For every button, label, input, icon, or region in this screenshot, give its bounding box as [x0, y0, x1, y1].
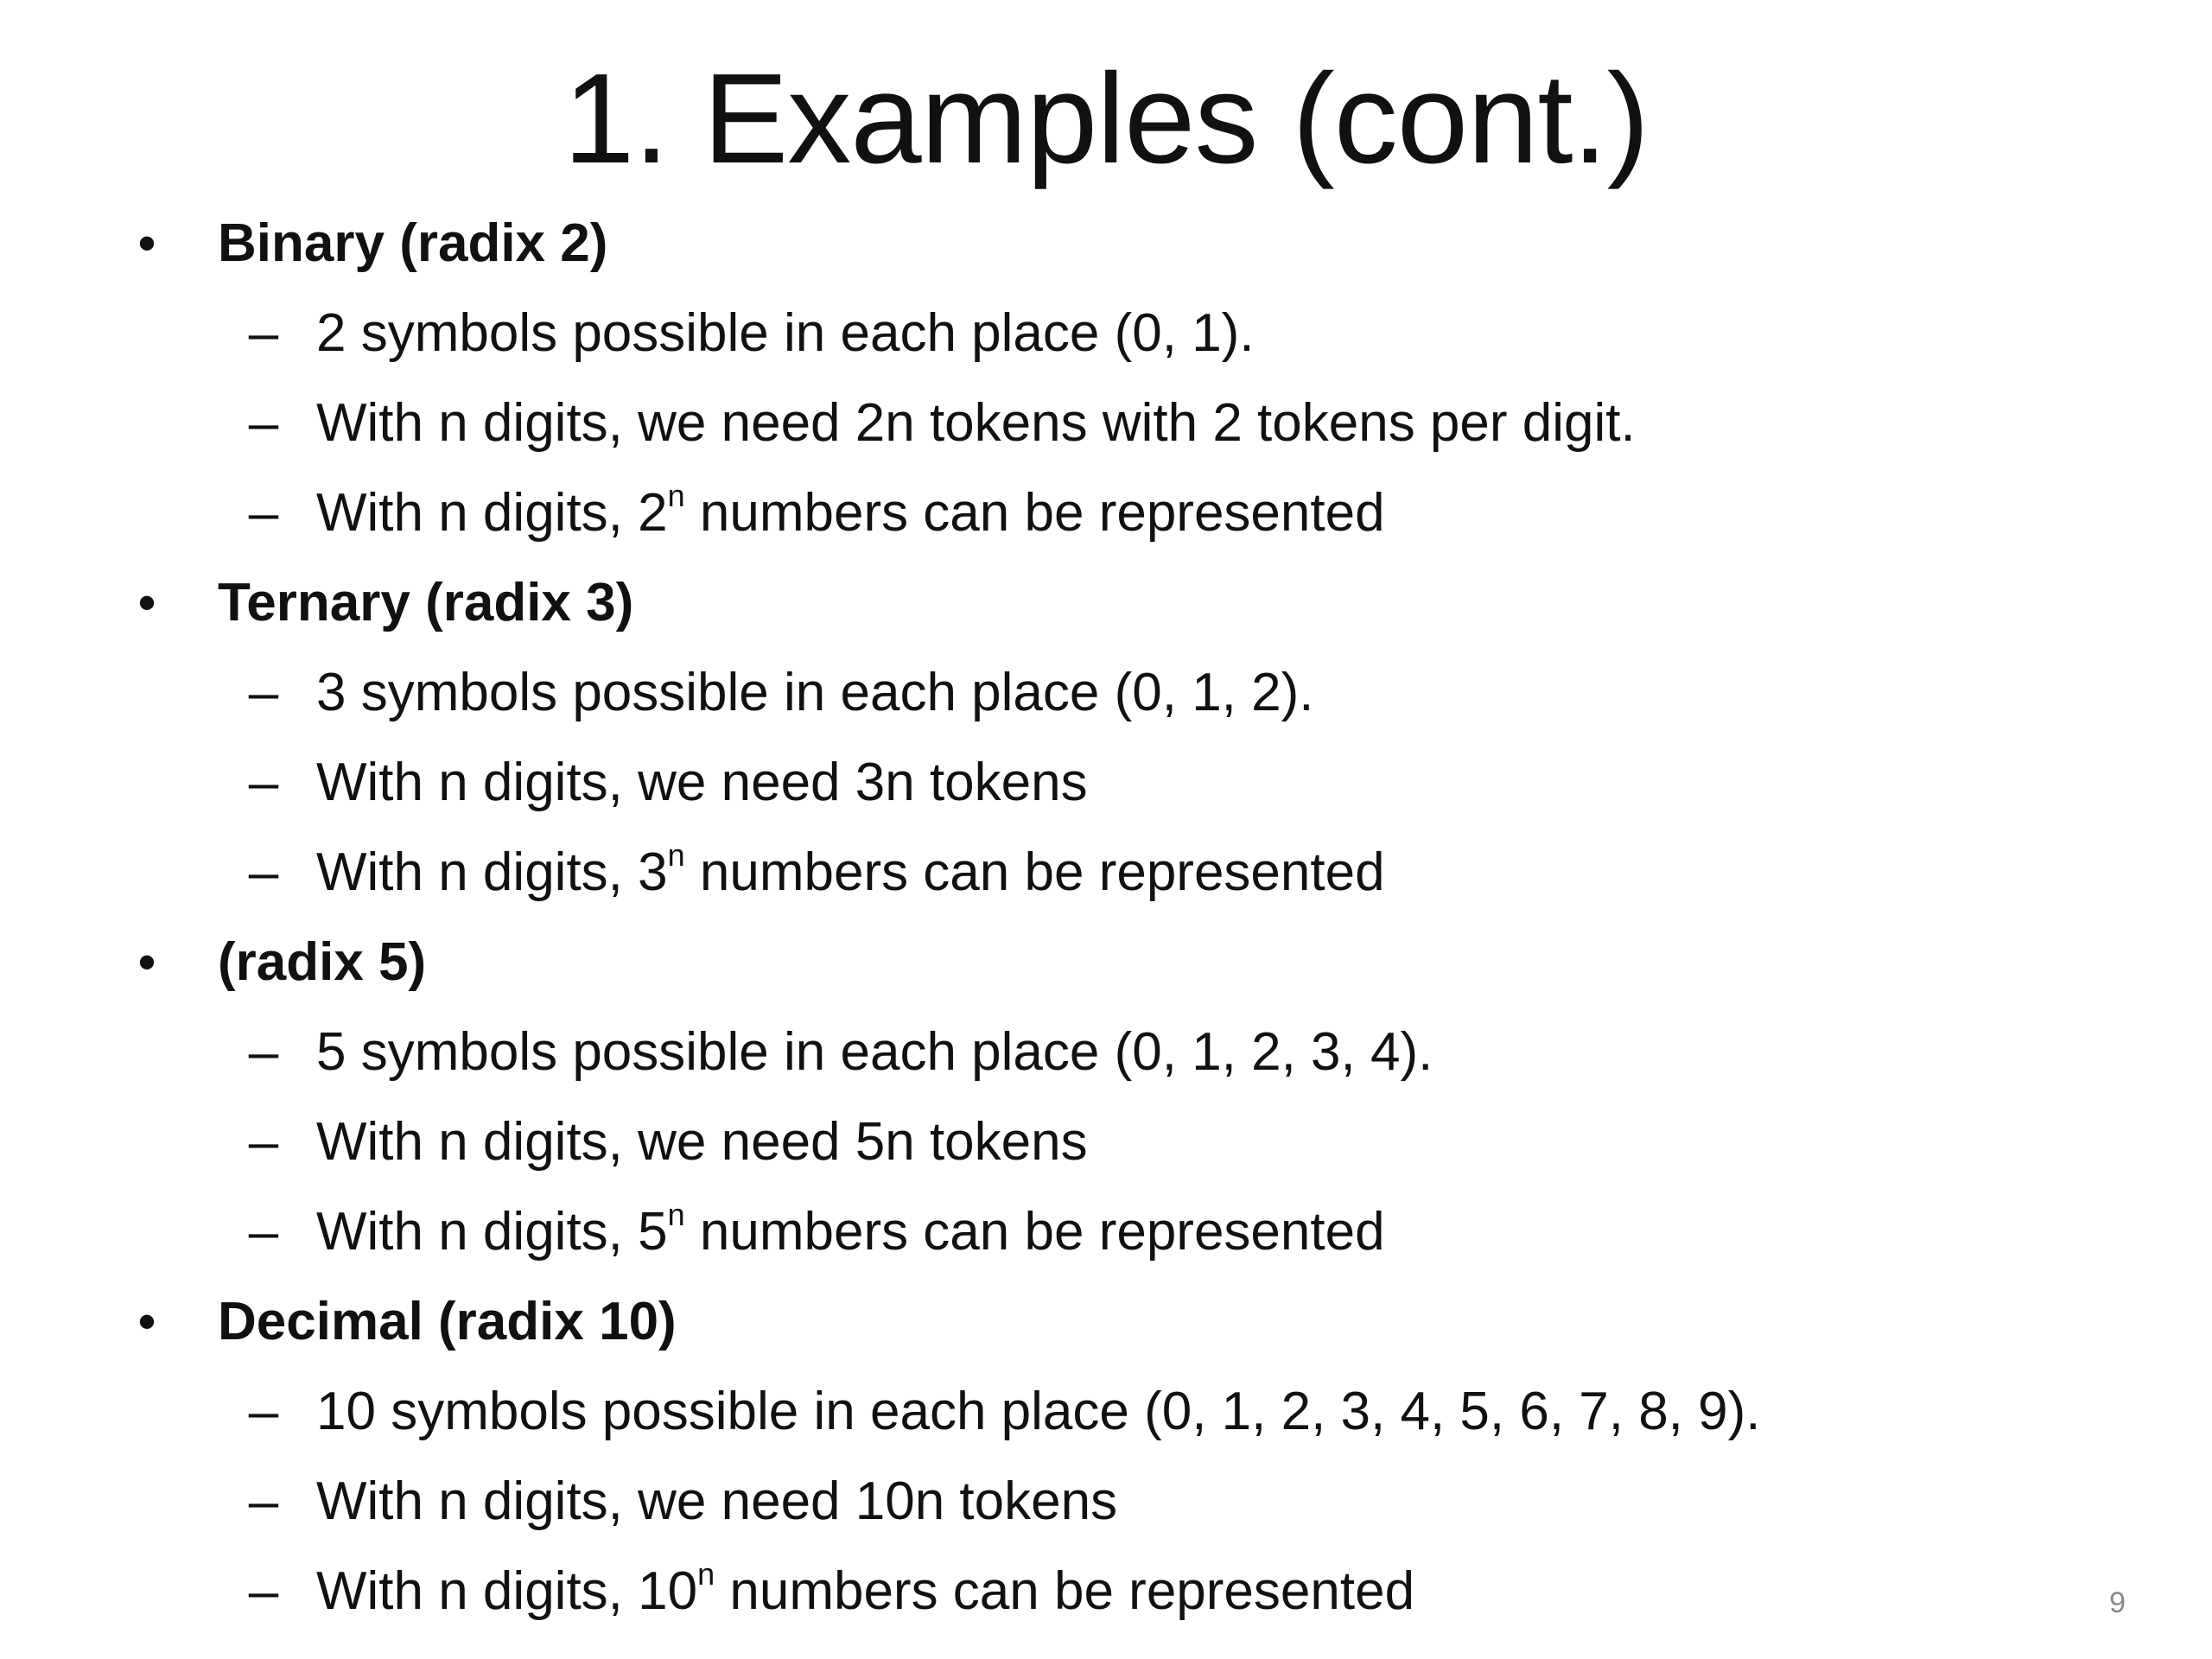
sub-bullet-superscript: n: [667, 1197, 685, 1232]
sub-bullet-text: [316, 1367, 1761, 1457]
bullet-item: [0, 918, 2212, 1007]
sub-bullet-text-main: 10 symbols possible in each place (0, 1, 2, 3, 4, 5, 6, 7, 8, 9).: [316, 1382, 1761, 1441]
sub-bullet-text: [316, 1547, 1414, 1637]
sub-bullet-item: [0, 1547, 2212, 1637]
sub-bullet-text: [316, 468, 1385, 558]
bullet-point-icon: •: [137, 1293, 156, 1351]
sub-bullet-text: [316, 1007, 1433, 1097]
bullet-heading: Ternary (radix 3): [218, 573, 634, 632]
bullet-point-icon: •: [137, 574, 156, 632]
bullet-point-icon: •: [137, 933, 156, 991]
sub-bullet-item: [0, 648, 2212, 738]
sub-bullet-base: 5: [638, 1202, 668, 1262]
sub-bullet-item: [0, 468, 2212, 558]
sub-bullet-text: [316, 828, 1385, 918]
sub-bullet-text-main: With n digits,: [316, 1202, 639, 1262]
sub-bullet-tail: numbers can be represented: [684, 483, 1385, 543]
sub-bullet-text: [316, 1457, 1117, 1547]
sub-bullet-text-main: With n digits,: [316, 1561, 639, 1621]
bullet-list: [0, 199, 2212, 1637]
sub-bullet-text: [316, 1187, 1385, 1277]
sub-bullet-item: [0, 1187, 2212, 1277]
bullet-heading: (radix 5): [218, 932, 427, 992]
sub-bullet-item: [0, 1097, 2212, 1187]
sub-bullet-item: [0, 289, 2212, 378]
dash-icon: –: [248, 393, 279, 453]
dash-icon: –: [248, 483, 279, 543]
sub-bullet-item: [0, 1457, 2212, 1547]
sub-bullet-item: [0, 828, 2212, 918]
sub-bullet-text-main: 2 symbols possible in each place (0, 1).: [316, 303, 1255, 363]
dash-icon: –: [248, 1561, 279, 1621]
dash-icon: –: [248, 753, 279, 812]
sub-bullet-text-main: 5 symbols possible in each place (0, 1, 2, 3, 4).: [316, 1022, 1433, 1082]
dash-icon: –: [248, 1471, 279, 1531]
sub-bullet-tail: numbers can be represented: [684, 1202, 1385, 1262]
bullet-point-icon: •: [137, 214, 156, 272]
dash-icon: –: [248, 842, 279, 902]
sub-bullet-text-main: 3 symbols possible in each place (0, 1, 2).: [316, 663, 1314, 722]
dash-icon: –: [248, 663, 279, 722]
dash-icon: –: [248, 1202, 279, 1262]
bullet-item: [0, 1277, 2212, 1367]
sub-bullet-superscript: n: [667, 478, 685, 513]
dash-icon: –: [248, 1022, 279, 1082]
sub-bullet-base: 3: [638, 842, 668, 902]
bullet-item: [0, 558, 2212, 648]
sub-bullet-base: 2: [638, 483, 668, 543]
sub-bullet-item: [0, 1367, 2212, 1457]
sub-bullet-superscript: n: [667, 837, 685, 873]
sub-bullet-text-main: With n digits, we need 10n tokens: [316, 1471, 1118, 1531]
sub-bullet-text-main: With n digits, we need 2n tokens with 2 tokens per digit.: [316, 393, 1636, 453]
sub-bullet-text: [316, 738, 1088, 828]
page-number: 9: [2109, 1586, 2126, 1619]
sub-bullet-tail: numbers can be represented: [715, 1561, 1415, 1621]
sub-bullet-tail: numbers can be represented: [684, 842, 1385, 902]
dash-icon: –: [248, 1382, 279, 1441]
sub-bullet-item: [0, 738, 2212, 828]
sub-bullet-text: [316, 378, 1636, 468]
bullet-item: [0, 199, 2212, 289]
slide-title: 1. Examples (cont.): [563, 48, 1649, 190]
sub-bullet-text-main: With n digits, we need 5n tokens: [316, 1112, 1088, 1172]
sub-bullet-item: [0, 1007, 2212, 1097]
sub-bullet-superscript: n: [697, 1556, 715, 1592]
bullet-heading: Binary (radix 2): [218, 213, 608, 273]
bullet-heading: Decimal (radix 10): [218, 1292, 677, 1351]
sub-bullet-text-main: With n digits,: [316, 483, 639, 543]
sub-bullet-item: [0, 378, 2212, 468]
sub-bullet-text: [316, 1097, 1088, 1187]
sub-bullet-text-main: With n digits,: [316, 842, 639, 902]
sub-bullet-text: [316, 648, 1313, 738]
sub-bullet-base: 10: [638, 1561, 698, 1621]
sub-bullet-text: [316, 289, 1255, 378]
dash-icon: –: [248, 1112, 279, 1172]
sub-bullet-text-main: With n digits, we need 3n tokens: [316, 753, 1088, 812]
dash-icon: –: [248, 303, 279, 363]
